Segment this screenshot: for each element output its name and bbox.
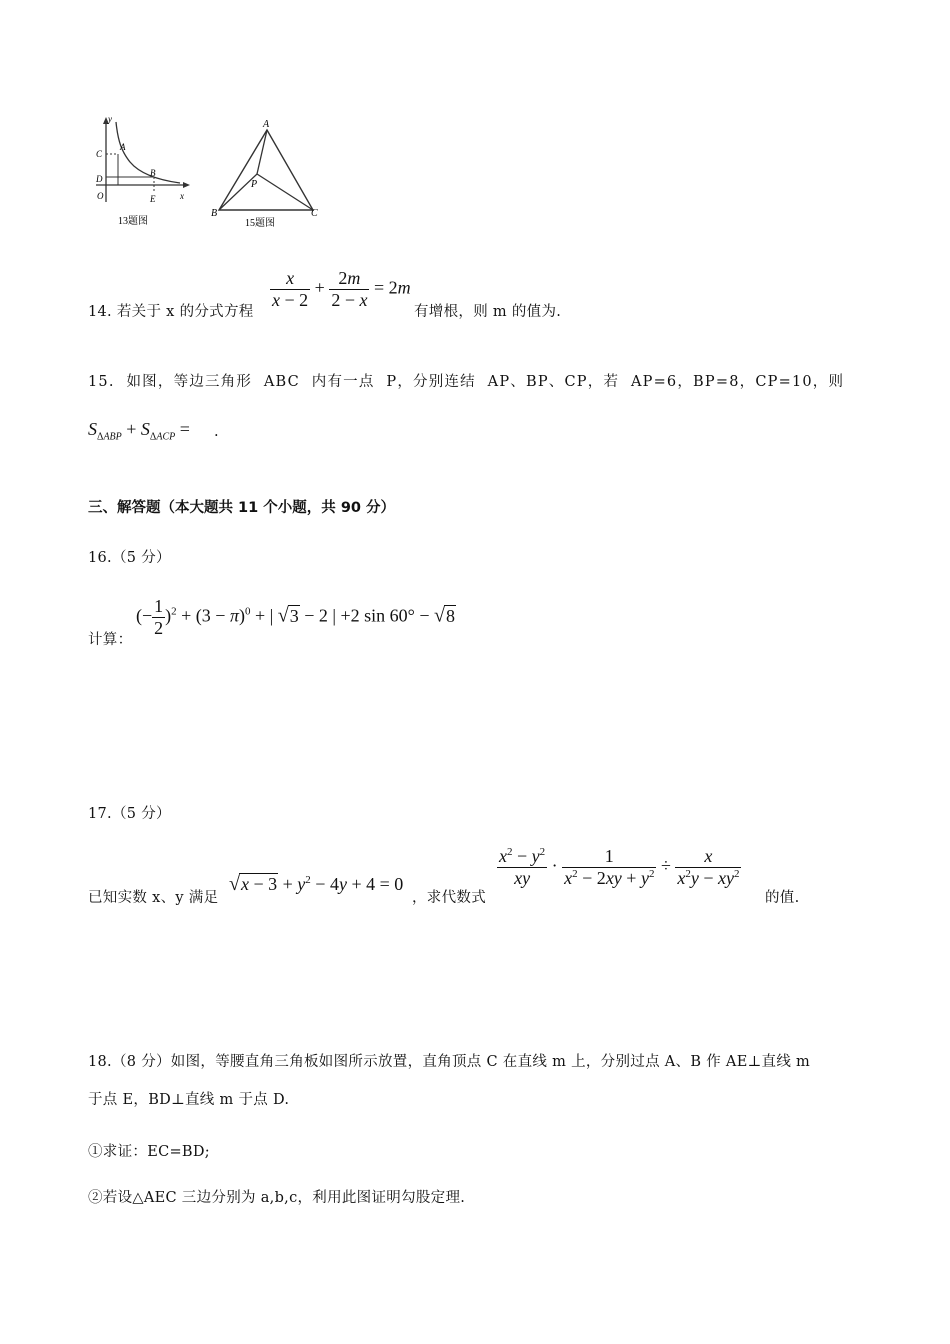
fig13-caption: 13题图 — [118, 216, 148, 227]
fig13-label-d: D — [96, 174, 103, 184]
section-3-heading: 三、解答题（本大题共 11 个小题，共 90 分） — [88, 500, 396, 516]
q15-text: 15. 如图，等边三角形 ABC 内有一点 P，分别连结 AP、BP、CP，若 AP=6，BP=8，CP=10，则 — [88, 374, 845, 390]
q18-part2: ②若设△AEC 三边分别为 a,b,c，利用此图证明勾股定理. — [88, 1190, 466, 1206]
fig13-label-o: O — [97, 191, 104, 201]
figure-13-graph — [88, 112, 198, 237]
fig15-caption: 15题图 — [245, 218, 275, 229]
figure-15 — [205, 112, 330, 237]
q17-header: 17.（5 分） — [88, 806, 171, 822]
q18-line1: 18.（8 分）如图，等腰直角三角板如图所示放置，直角顶点 C 在直线 m 上，分别过点 A、B 作 AE⊥直线 m — [88, 1054, 811, 1070]
q17-prompt: 已知实数 x、y 满足 — [88, 890, 219, 906]
q14-suffix: 有增根，则 m 的值为. — [414, 304, 562, 320]
q15-end-dot: . — [214, 424, 219, 440]
fig15-label-p: P — [251, 179, 258, 190]
figure-15-triangle — [205, 112, 330, 237]
q17-middle: ，求代数式 — [412, 890, 486, 906]
q14-equation: $\frac{x}{x - 2}$ + $\frac{2m}{2 - x}$ = 2m — [272, 268, 411, 310]
fig13-label-b: B — [150, 168, 156, 178]
q18-line2: 于点 E，BD⊥直线 m 于点 D. — [88, 1092, 290, 1108]
q16-prompt: 计算： — [88, 632, 133, 648]
q18-part1: ①求证：EC=BD; — [88, 1144, 210, 1160]
fig15-label-c: C — [311, 208, 318, 219]
q17-end: 的值. — [765, 890, 800, 906]
q14-prefix: 14. 若关于 x 的分式方程 — [88, 304, 254, 320]
q16-header: 16.（5 分） — [88, 550, 171, 566]
q16-expression: (− $\frac{1}{2}$ )$^2 + (3 - \pi)^0$ + | √3 − 2 | +2 sin 60° − √8 — [136, 596, 455, 638]
figure-13 — [88, 112, 198, 237]
fig13-label-y: y — [108, 114, 112, 124]
fig15-label-a: A — [263, 119, 270, 130]
fig13-label-a: A — [120, 142, 126, 152]
fig13-label-c: C — [96, 149, 103, 159]
q17-expression: $\frac{x^2 - y^2}{xy}$ · $\frac{1}{x^2 - 2xy + y^2}$ ÷ $\frac{x}{x^2y - xy^2}$ — [499, 846, 740, 888]
q17-condition: $√x - 3 + y^2 - 4y + 4 = 0$ — [229, 873, 404, 895]
fig15-label-b: B — [211, 208, 218, 219]
fig13-label-e: E — [150, 194, 156, 204]
q15-expression: $S_{\Delta ABP} + S_{\Delta ACP}$ = — [88, 419, 190, 443]
fig13-label-x: x — [180, 191, 184, 201]
